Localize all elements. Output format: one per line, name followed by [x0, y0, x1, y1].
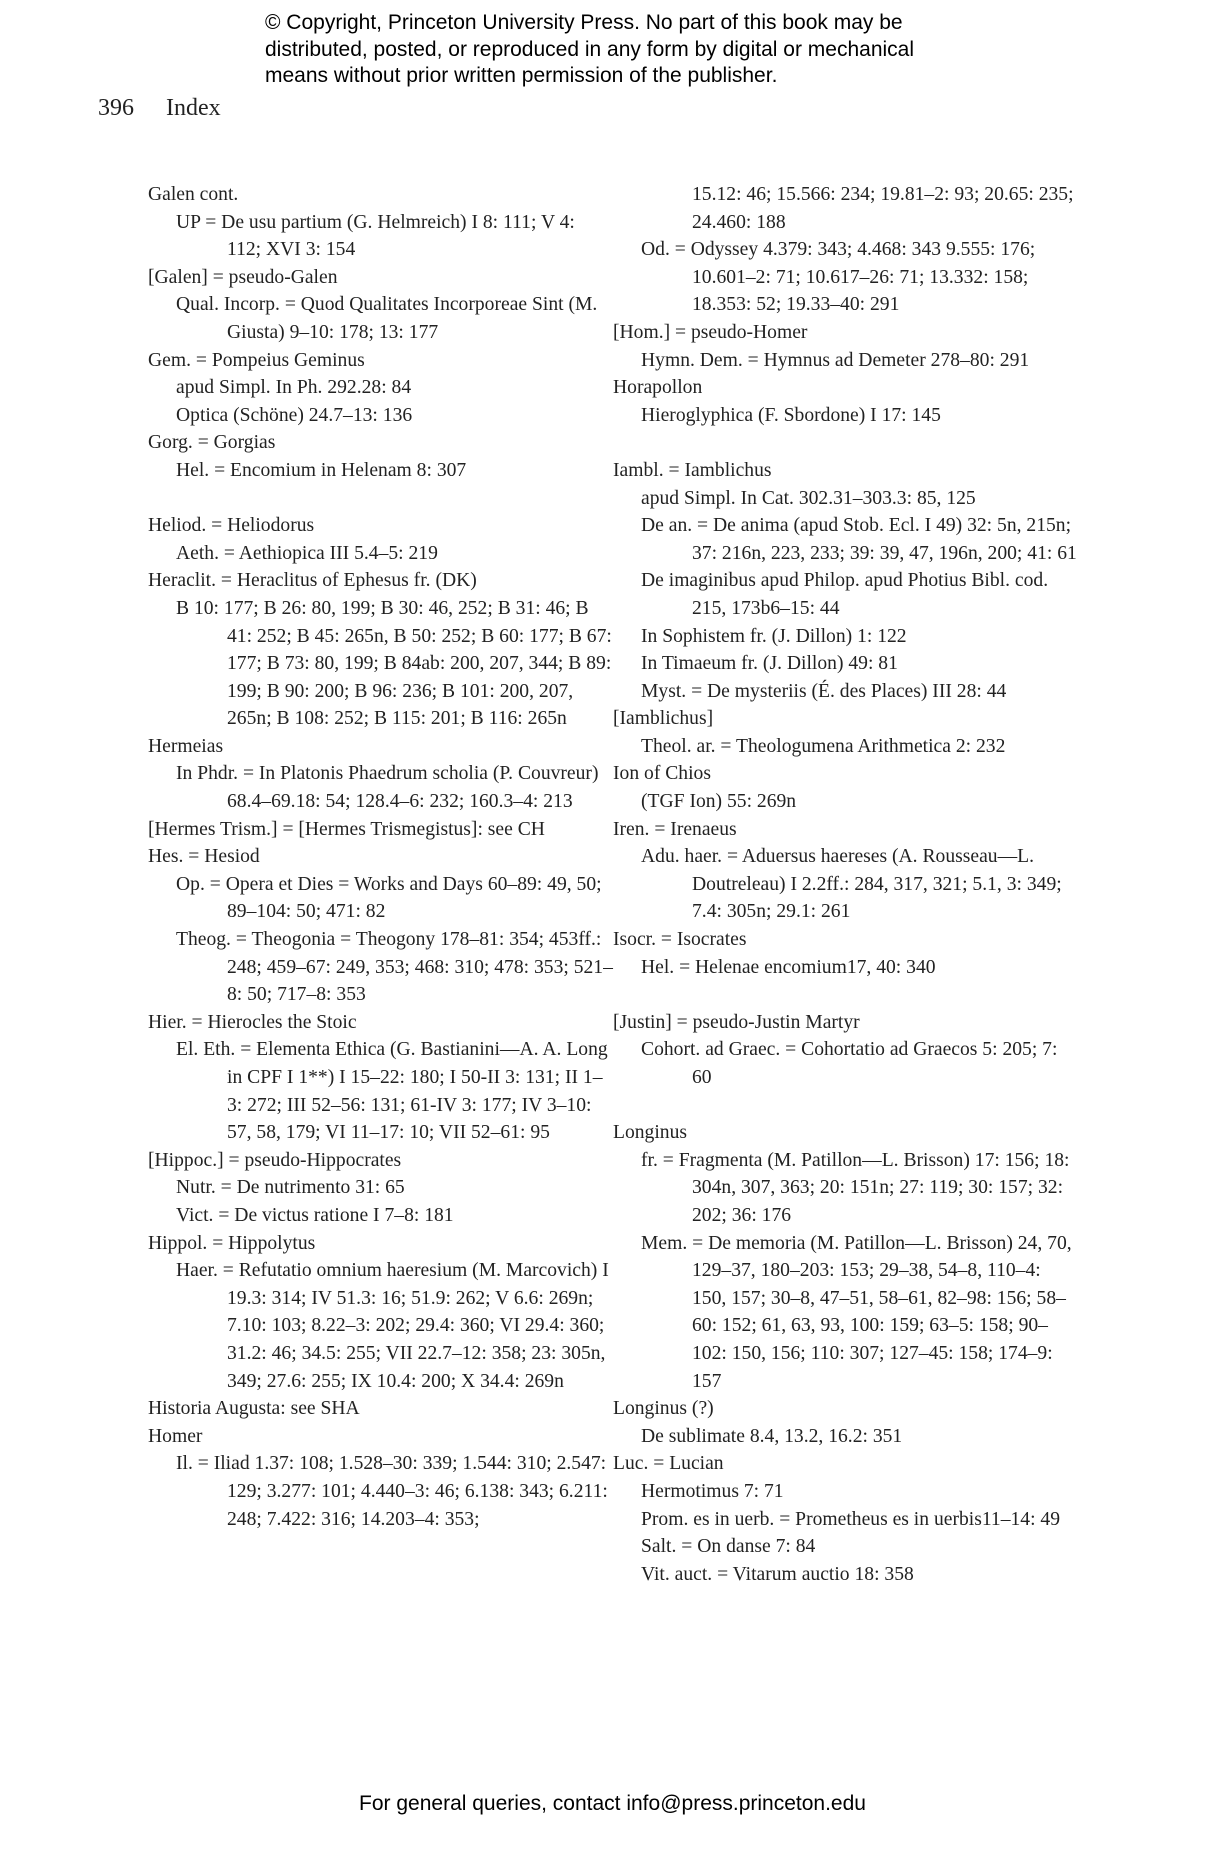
copyright-line: distributed, posted, or reproduced in any form by digital or mechanical [265, 37, 915, 61]
index-heading: Luc. = Lucian [613, 1453, 724, 1475]
index-subentry: Prom. es in uerb. = Prometheus es in uerbis11–14: 49 [641, 1508, 1061, 1530]
index-subentry: Od. = Odyssey 4.379: 343; 4.468: 343 9.555: 176; 10.601–2: 71; 10.617–26: 71; 13.332: 158; 18.353: 52; 19.33–40: 291 [641, 239, 1036, 316]
index-subentry: Mem. = De memoria (M. Patillon—L. Brisson) 24, 70, 129–37, 180–203: 153; 29–38, 54–8, 110–4: 150, 157; 30–8, 47–51, 58–61, 82–98: 156; 58–60: 152; 61, 63, 93, 100: 159; 63–5: 158; 90–102: 150, 156; 110: 307; 127–45: 158; 174–9: 157 [641, 1232, 1072, 1392]
index-heading: Longinus [613, 1122, 688, 1144]
index-heading: Ion of Chios [613, 763, 711, 785]
index-heading: [Hippoc.] = pseudo-Hippocrates [148, 1149, 402, 1171]
index-heading: Gem. = Pompeius Geminus [148, 349, 365, 371]
index-subentry: Hel. = Encomium in Helenam 8: 307 [176, 459, 467, 481]
index-heading: Historia Augusta: see SHA [148, 1398, 360, 1420]
index-subentry: Vict. = De victus ratione I 7–8: 181 [176, 1204, 454, 1226]
index-subentry: El. Eth. = Elementa Ethica (G. Bastianini—A. A. Long in CPF I 1**) I 15–22: 180; I 50-II 3: 131; II 1–3: 272; III 52–56: 131; 61-IV 3: 177; IV 3–10: 57, 58, 179; VI 11–17: 10; VII 52–61: 95 [176, 1039, 608, 1144]
index-heading: Hier. = Hierocles the Stoic [148, 1011, 357, 1033]
index-subentry: B 10: 177; B 26: 80, 199; B 30: 46, 252; B 31: 46; B 41: 252; B 45: 265n, B 50: 252; B 60: 177; B 67: 177; B 73: 80, 199; B 84ab: 200, 207, 344; B 89: 199; B 90: 200; B 96: 236; B 101: 200, 207, 265n; B 108: 252; B 115: 201; B 116: 265n [176, 597, 612, 730]
index-subentry: Adu. haer. = Aduersus haereses (A. Rousseau—L. Doutreleau) I 2.2ff.: 284, 317, 321; 5.1, 3: 349; 7.4: 305n; 29.1: 261 [641, 846, 1062, 923]
index-column-right [613, 181, 1078, 1588]
index-column-left [148, 181, 613, 1533]
index-heading: Galen cont. [148, 184, 239, 205]
index-subentry: Il. = Iliad 1.37: 108; 1.528–30: 339; 1.544: 310; 2.547: 129; 3.277: 101; 4.440–3: 46; 6.138: 343; 6.211: 248; 7.422: 316; 14.203–4: 353; [176, 1453, 608, 1530]
index-heading: Hippol. = Hippolytus [148, 1232, 316, 1254]
index-subentry: Nutr. = De nutrimento 31: 65 [176, 1177, 405, 1199]
index-subentry: UP = De usu partium (G. Helmreich) I 8: 111; V 4: 112; XVI 3: 154 [176, 211, 575, 261]
running-head [98, 95, 221, 122]
index-subentry: Hermotimus 7: 71 [641, 1480, 784, 1502]
index-heading: Heraclit. = Heraclitus of Ephesus fr. (DK) [148, 570, 477, 592]
page-number: 396 [98, 95, 134, 121]
index-subentry: fr. = Fragmenta (M. Patillon—L. Brisson) 17: 156; 18: 304n, 307, 363; 20: 151n; 27: 119; 30: 157; 32: 202; 36: 176 [641, 1149, 1070, 1226]
index-subentry: Salt. = On danse 7: 84 [641, 1536, 816, 1558]
index-subentry: Cohort. ad Graec. = Cohortatio ad Graecos 5: 205; 7: 60 [641, 1039, 1058, 1088]
index-subentry: 15.12: 46; 15.566: 234; 19.81–2: 93; 20.65: 235; 24.460: 188 [692, 184, 1074, 233]
index-subentry: Hieroglyphica (F. Sbordone) I 17: 145 [641, 404, 941, 426]
index-subentry: Hymn. Dem. = Hymnus ad Demeter 278–80: 291 [641, 349, 1030, 371]
entry-spacer [613, 1092, 1078, 1120]
index-heading: Homer [148, 1425, 203, 1447]
index-heading: Heliod. = Heliodorus [148, 515, 315, 537]
section-title: Index [166, 95, 221, 121]
copyright-line: © Copyright, Princeton University Press. No part of this book may be [265, 11, 903, 34]
index-subentry: Hel. = Helenae encomium17, 40: 340 [641, 956, 936, 978]
index-subentry: apud Simpl. In Cat. 302.31–303.3: 85, 125 [641, 487, 976, 509]
entry-spacer [148, 485, 613, 513]
index-heading: [Galen] = pseudo-Galen [148, 266, 338, 288]
entry-spacer [613, 981, 1078, 1009]
index-subentry: Qual. Incorp. = Quod Qualitates Incorporeae Sint (M. Giusta) 9–10: 178; 13: 177 [176, 294, 598, 343]
index-heading: Hes. = Hesiod [148, 846, 260, 868]
index-heading: Iambl. = Iamblichus [613, 459, 772, 481]
copyright-line: means without prior written permission of the publisher. [265, 64, 778, 87]
index-subentry: Optica (Schöne) 24.7–13: 136 [176, 404, 413, 426]
index-subentry: Vit. auct. = Vitarum auctio 18: 358 [641, 1563, 914, 1585]
index-heading: Horapollon [613, 377, 703, 399]
index-subentry: In Sophistem fr. (J. Dillon) 1: 122 [641, 625, 907, 647]
index-subentry: Theog. = Theogonia = Theogony 178–81: 354; 453ff.: 248; 459–67: 249, 353; 468: 310; 478: 353; 521–8: 50; 717–8: 353 [176, 929, 613, 1006]
index-subentry: In Timaeum fr. (J. Dillon) 49: 81 [641, 653, 898, 675]
index-heading: [Hermes Trism.] = [Hermes Trismegistus]: see CH [148, 818, 545, 840]
index-subentry: De an. = De anima (apud Stob. Ecl. I 49) 32: 5n, 215n; 37: 216n, 223, 233; 39: 39, 47, 196n, 200; 41: 61 [641, 515, 1077, 564]
index-heading: Hermeias [148, 735, 224, 757]
index-heading: Longinus (?) [613, 1398, 714, 1420]
index-heading: [Iamblichus] [613, 708, 714, 730]
index-heading: [Hom.] = pseudo-Homer [613, 321, 808, 343]
footer-contact: For general queries, contact info@press.princeton.edu [359, 1792, 866, 1815]
index-subentry: Theol. ar. = Theologumena Arithmetica 2: 232 [641, 735, 1006, 757]
entry-spacer [613, 429, 1078, 457]
copyright-notice [265, 10, 1025, 90]
index-subentry: De sublimate 8.4, 13.2, 16.2: 351 [641, 1425, 903, 1447]
index-subentry: In Phdr. = In Platonis Phaedrum scholia (P. Couvreur) 68.4–69.18: 54; 128.4–6: 232; 160.3–4: 213 [176, 763, 599, 813]
index-subentry: Myst. = De mysteriis (É. des Places) III 28: 44 [641, 680, 1007, 702]
index-subentry: Op. = Opera et Dies = Works and Days 60–89: 49, 50; 89–104: 50; 471: 82 [176, 873, 602, 923]
index-heading: [Justin] = pseudo-Justin Martyr [613, 1011, 860, 1033]
index-heading: Iren. = Irenaeus [613, 818, 737, 840]
index-subentry: Haer. = Refutatio omnium haeresium (M. Marcovich) I 19.3: 314; IV 51.3: 16; 51.9: 262; V 6.6: 269n; 7.10: 103; 8.22–3: 202; 29.4: 360; VI 29.4: 360; 31.2: 46; 34.5: 255; VII 22.7–12: 358; 23: 305n, 349; 27.6: 255; IX 10.4: 200; X 34.4: 269n [176, 1260, 609, 1392]
index-subentry: apud Simpl. In Ph. 292.28: 84 [176, 377, 412, 399]
index-heading: Isocr. = Isocrates [613, 929, 747, 951]
index-subentry: Aeth. = Aethiopica III 5.4–5: 219 [176, 542, 438, 564]
index-subentry: De imaginibus apud Philop. apud Photius Bibl. cod. 215, 173b6–15: 44 [641, 570, 1049, 619]
index-subentry: (TGF Ion) 55: 269n [641, 791, 797, 813]
index-heading: Gorg. = Gorgias [148, 432, 276, 454]
